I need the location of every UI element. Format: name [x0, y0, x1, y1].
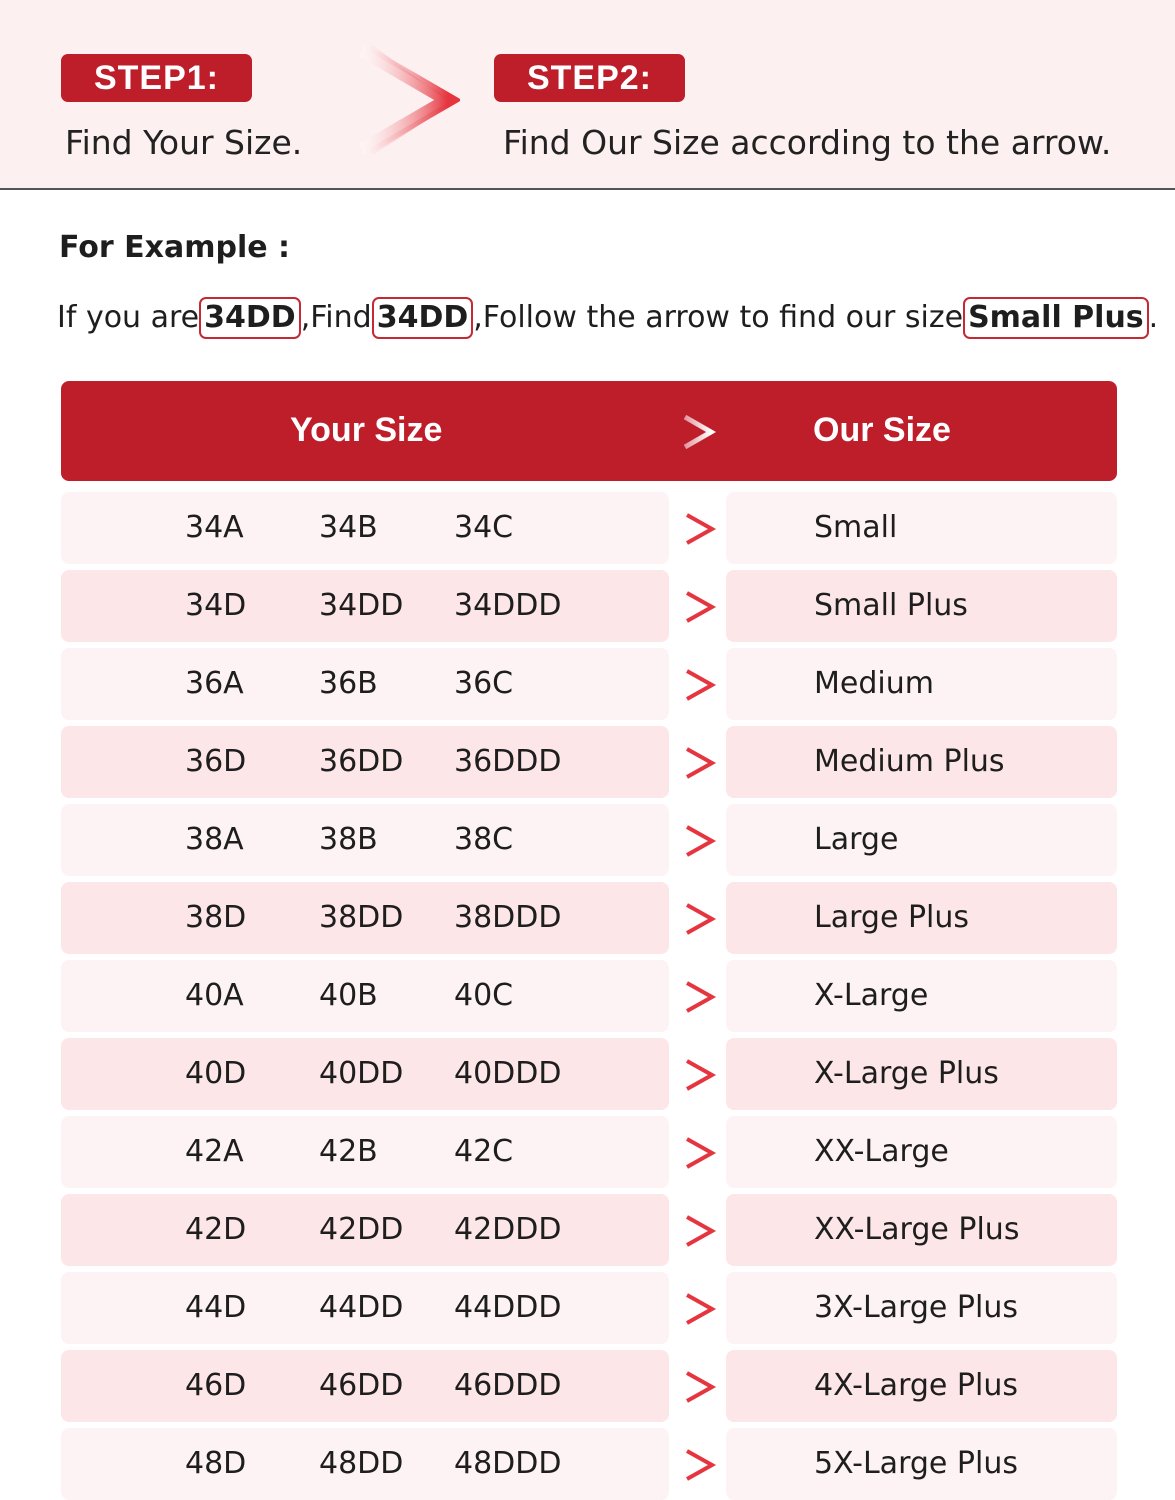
- size-value: 48D: [185, 1446, 247, 1481]
- our-size-value: 3X-Large Plus: [814, 1290, 1018, 1325]
- our-size-value: 5X-Large Plus: [814, 1446, 1018, 1481]
- our-size-cell: [726, 960, 1117, 1032]
- example-instruction: [57, 297, 1158, 339]
- highlight-our-size: Small Plus: [963, 297, 1149, 339]
- table-row: [0, 570, 1175, 642]
- size-value: 36DDD: [454, 744, 562, 779]
- chevron-right-icon: [682, 668, 718, 702]
- table-row: [0, 648, 1175, 720]
- size-value: 34DDD: [454, 588, 562, 623]
- size-value: 38A: [185, 822, 244, 857]
- size-value: 34B: [319, 510, 378, 545]
- table-row: [0, 1350, 1175, 1422]
- your-size-cell: [61, 726, 669, 798]
- chevron-right-icon: [682, 1214, 718, 1248]
- table-row: [0, 960, 1175, 1032]
- example-text-2: ,Find: [300, 300, 372, 335]
- our-size-value: X-Large Plus: [814, 1056, 999, 1091]
- table-row: [0, 726, 1175, 798]
- step1-badge: STEP1:: [61, 54, 252, 102]
- table-row: [0, 1116, 1175, 1188]
- our-size-cell: [726, 1272, 1117, 1344]
- our-size-cell: [726, 492, 1117, 564]
- size-value: 42DDD: [454, 1212, 562, 1247]
- our-size-value: Medium: [814, 666, 934, 701]
- highlight-find-size: 34DD: [372, 297, 474, 339]
- size-value: 38DD: [319, 900, 404, 935]
- our-size-value: Large Plus: [814, 900, 970, 935]
- size-value: 34C: [454, 510, 514, 545]
- your-size-cell: [61, 1350, 669, 1422]
- size-table-header: [61, 381, 1117, 481]
- our-size-value: Small: [814, 510, 898, 545]
- size-value: 40C: [454, 978, 514, 1013]
- our-size-cell: [726, 1428, 1117, 1500]
- our-size-value: Small Plus: [814, 588, 968, 623]
- our-size-cell: [726, 1038, 1117, 1110]
- chevron-right-icon: [682, 590, 718, 624]
- size-value: 36A: [185, 666, 244, 701]
- our-size-value: XX-Large: [814, 1134, 949, 1169]
- size-value: 40DDD: [454, 1056, 562, 1091]
- top-banner: [0, 0, 1175, 190]
- chevron-right-icon: [682, 824, 718, 858]
- your-size-cell: [61, 648, 669, 720]
- size-value: 48DDD: [454, 1446, 562, 1481]
- our-size-cell: [726, 882, 1117, 954]
- size-value: 34D: [185, 588, 247, 623]
- size-value: 38DDD: [454, 900, 562, 935]
- your-size-cell: [61, 1194, 669, 1266]
- our-size-cell: [726, 726, 1117, 798]
- size-value: 42B: [319, 1134, 378, 1169]
- our-size-value: XX-Large Plus: [814, 1212, 1020, 1247]
- table-row: [0, 882, 1175, 954]
- size-value: 46D: [185, 1368, 247, 1403]
- our-size-cell: [726, 804, 1117, 876]
- chevron-right-icon: [682, 512, 718, 546]
- table-row: [0, 1272, 1175, 1344]
- your-size-cell: [61, 1038, 669, 1110]
- your-size-cell: [61, 1428, 669, 1500]
- table-row: [0, 1428, 1175, 1500]
- size-value: 48DD: [319, 1446, 404, 1481]
- example-text-1: If you are: [57, 300, 200, 335]
- our-size-value: 4X-Large Plus: [814, 1368, 1018, 1403]
- chevron-right-icon: [350, 42, 460, 158]
- size-value: 42DD: [319, 1212, 404, 1247]
- example-title: For Example :: [59, 230, 291, 265]
- step1-text: Find Your Size.: [65, 123, 303, 162]
- step2-text: Find Our Size according to the arrow.: [503, 123, 1112, 162]
- size-value: 44D: [185, 1290, 247, 1325]
- your-size-cell: [61, 1272, 669, 1344]
- size-value: 38B: [319, 822, 378, 857]
- size-value: 36B: [319, 666, 378, 701]
- header-your-size: Your Size: [290, 411, 443, 449]
- table-row: [0, 1194, 1175, 1266]
- chevron-right-icon: [682, 746, 718, 780]
- step2-badge: STEP2:: [494, 54, 685, 102]
- size-value: 40A: [185, 978, 244, 1013]
- size-value: 40B: [319, 978, 378, 1013]
- your-size-cell: [61, 804, 669, 876]
- size-value: 38C: [454, 822, 514, 857]
- size-value: 34DD: [319, 588, 404, 623]
- chevron-right-icon: [682, 1058, 718, 1092]
- size-value: 46DDD: [454, 1368, 562, 1403]
- size-value: 36C: [454, 666, 514, 701]
- our-size-cell: [726, 1350, 1117, 1422]
- size-value: 40DD: [319, 1056, 404, 1091]
- our-size-cell: [726, 1116, 1117, 1188]
- chevron-right-icon: [682, 902, 718, 936]
- your-size-cell: [61, 1116, 669, 1188]
- chevron-right-icon: [682, 980, 718, 1014]
- size-value: 42D: [185, 1212, 247, 1247]
- our-size-value: X-Large: [814, 978, 929, 1013]
- size-value: 46DD: [319, 1368, 404, 1403]
- size-value: 42C: [454, 1134, 514, 1169]
- chevron-right-icon: [682, 1370, 718, 1404]
- table-row: [0, 804, 1175, 876]
- chevron-right-icon: [682, 1292, 718, 1326]
- highlight-your-size: 34DD: [199, 297, 301, 339]
- chevron-right-icon: [682, 1136, 718, 1170]
- size-value: 44DD: [319, 1290, 404, 1325]
- example-text-3: ,Follow the arrow to find our size: [473, 300, 964, 335]
- table-row: [0, 1038, 1175, 1110]
- chevron-right-icon: [682, 1448, 718, 1482]
- size-value: 36DD: [319, 744, 404, 779]
- your-size-cell: [61, 570, 669, 642]
- size-value: 34A: [185, 510, 244, 545]
- size-value: 42A: [185, 1134, 244, 1169]
- size-value: 40D: [185, 1056, 247, 1091]
- our-size-value: Large: [814, 822, 899, 857]
- header-chevron-icon: [681, 413, 717, 451]
- size-value: 36D: [185, 744, 247, 779]
- table-row: [0, 492, 1175, 564]
- our-size-cell: [726, 570, 1117, 642]
- your-size-cell: [61, 960, 669, 1032]
- example-text-4: .: [1148, 300, 1159, 335]
- our-size-value: Medium Plus: [814, 744, 1005, 779]
- your-size-cell: [61, 882, 669, 954]
- our-size-cell: [726, 648, 1117, 720]
- header-our-size: Our Size: [813, 411, 951, 449]
- size-value: 38D: [185, 900, 247, 935]
- size-value: 44DDD: [454, 1290, 562, 1325]
- your-size-cell: [61, 492, 669, 564]
- our-size-cell: [726, 1194, 1117, 1266]
